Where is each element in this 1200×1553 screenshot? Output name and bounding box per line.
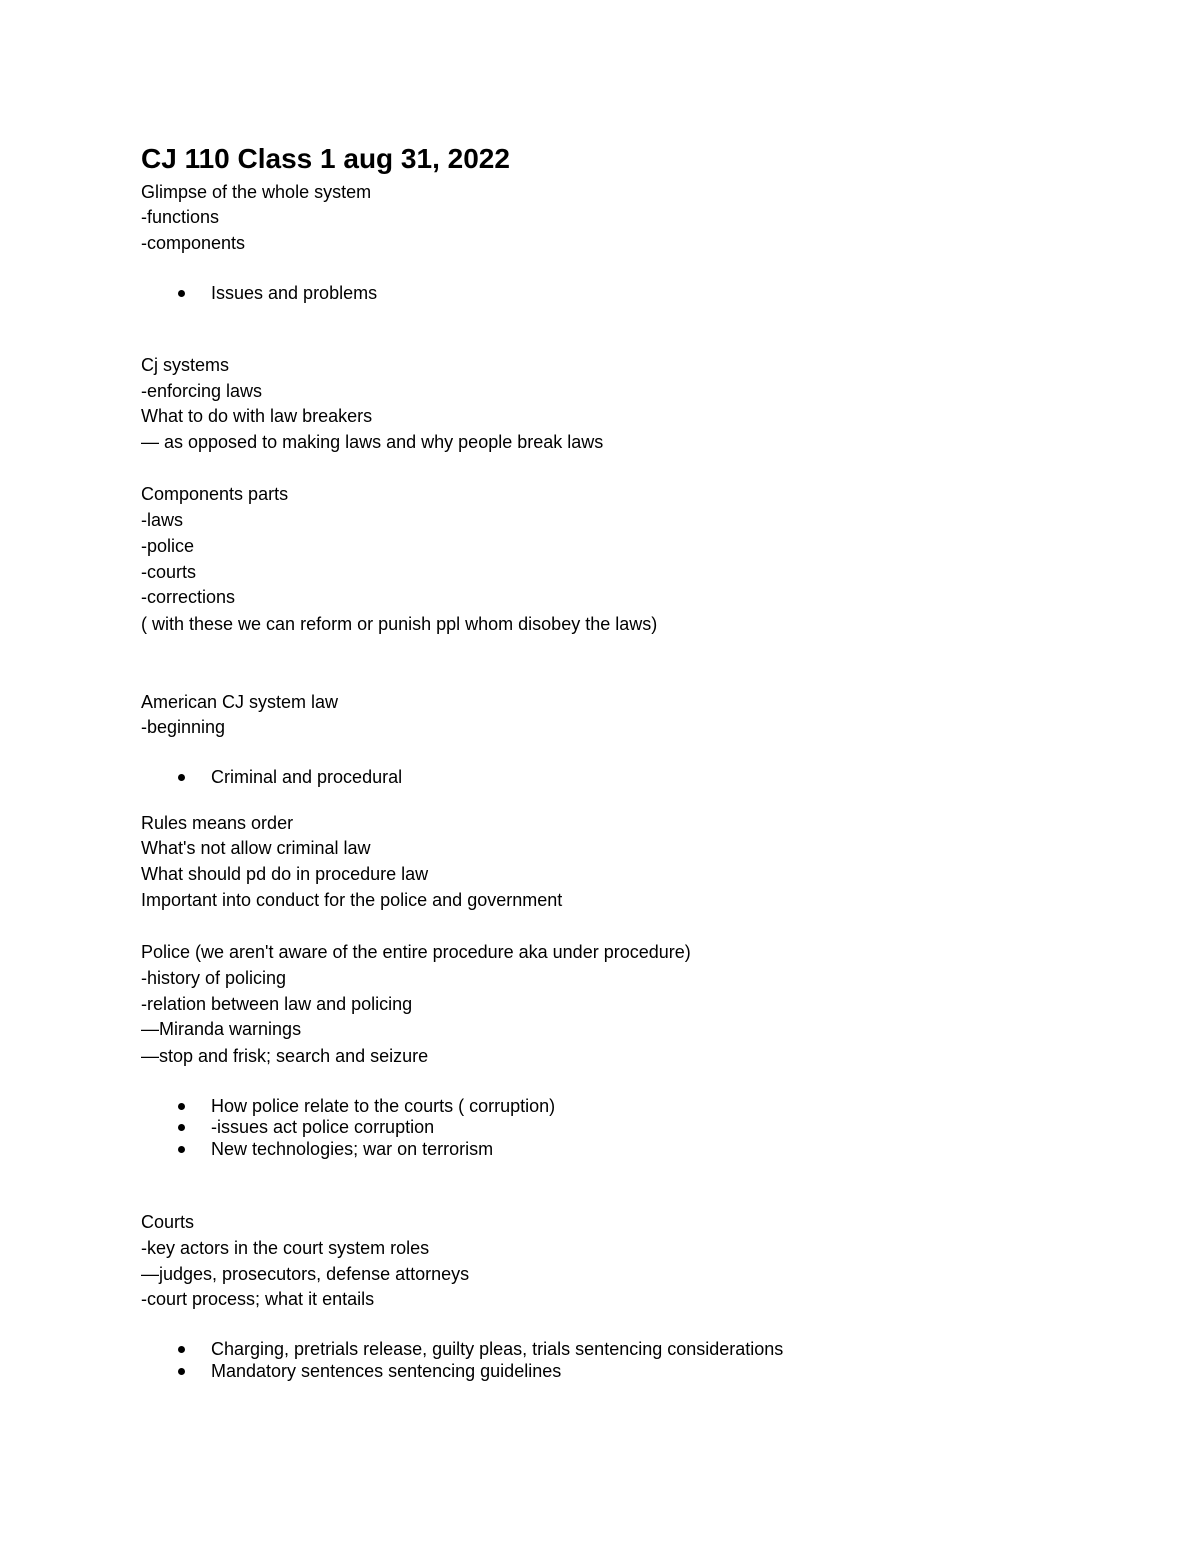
rules-line: What's not allow criminal law	[141, 838, 371, 858]
components-line: -courts	[141, 562, 197, 582]
bullet-icon	[176, 765, 186, 789]
section-heading-rules: Rules means order	[141, 813, 294, 833]
cj-systems-line: -enforcing laws	[141, 381, 263, 401]
components-line: ( with these we can reform or punish ppl whom disobey the laws)	[141, 614, 658, 634]
bullet-icon	[176, 1359, 186, 1383]
components-line: -police	[141, 536, 195, 556]
section-heading-american: American CJ system law	[141, 692, 339, 712]
intro-line: -components	[141, 233, 246, 253]
bullet-item: Charging, pretrials release, guilty pleas, trials sentencing considerations	[211, 1339, 784, 1359]
cj-systems-line: What to do with law breakers	[141, 406, 373, 426]
police-line: —Miranda warnings	[141, 1019, 302, 1039]
section-heading-courts: Courts	[141, 1212, 195, 1232]
rules-line: Important into conduct for the police and government	[141, 890, 563, 910]
components-line: -corrections	[141, 587, 236, 607]
police-line: -relation between law and policing	[141, 994, 413, 1014]
section-heading-cj-systems: Cj systems	[141, 355, 230, 375]
courts-line: —judges, prosecutors, defense attorneys	[141, 1264, 470, 1284]
bullet-item: New technologies; war on terrorism	[211, 1139, 494, 1159]
bullet-item: How police relate to the courts ( corruption)	[211, 1096, 556, 1116]
intro-heading: Glimpse of the whole system	[141, 182, 372, 202]
document-title: CJ 110 Class 1 aug 31, 2022	[141, 143, 510, 174]
section-heading-components: Components parts	[141, 484, 289, 504]
courts-line: -court process; what it entails	[141, 1289, 375, 1309]
bullet-item: Mandatory sentences sentencing guidelines	[211, 1361, 562, 1381]
cj-systems-line: — as opposed to making laws and why people break laws	[141, 432, 604, 452]
bullet-icon	[176, 1337, 186, 1361]
rules-line: What should pd do in procedure law	[141, 864, 429, 884]
bullet-icon	[176, 1137, 186, 1161]
bullet-item: Issues and problems	[211, 283, 378, 303]
police-line: -history of policing	[141, 968, 287, 988]
police-line: —stop and frisk; search and seizure	[141, 1046, 429, 1066]
american-line: -beginning	[141, 717, 226, 737]
intro-line: -functions	[141, 207, 220, 227]
section-heading-police: Police (we aren't aware of the entire procedure aka under procedure)	[141, 942, 691, 962]
bullet-icon	[176, 1115, 186, 1139]
components-line: -laws	[141, 510, 184, 530]
bullet-icon	[176, 281, 186, 305]
bullet-item: -issues act police corruption	[211, 1117, 435, 1137]
bullet-item: Criminal and procedural	[211, 767, 403, 787]
courts-line: -key actors in the court system roles	[141, 1238, 430, 1258]
